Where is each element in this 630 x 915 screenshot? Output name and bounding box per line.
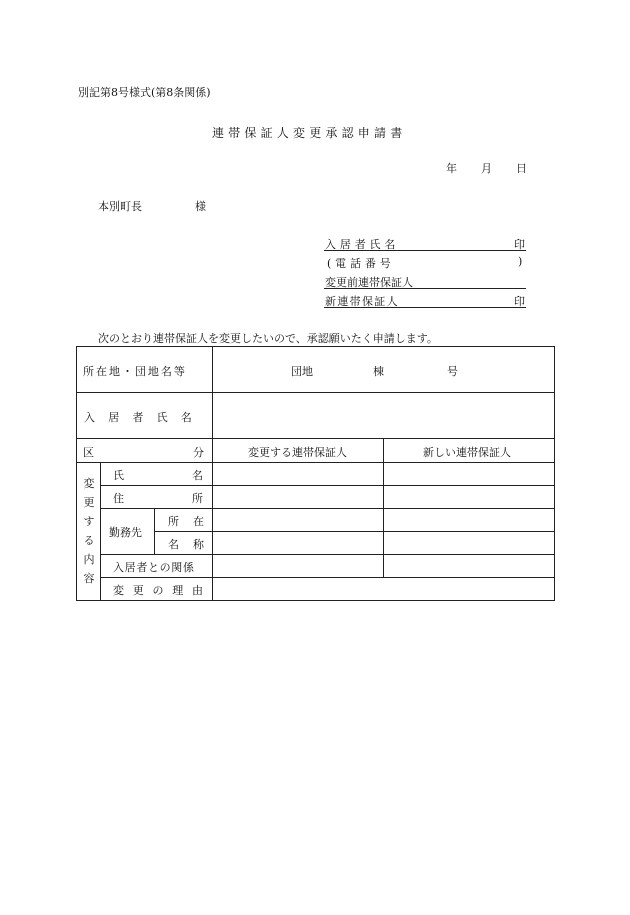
- vline-section: [100, 462, 101, 600]
- form-number: 別記第8号様式(第8条関係): [78, 86, 211, 99]
- addressee-name: 本別町長: [98, 200, 142, 213]
- workplace-location-label: [168, 513, 204, 529]
- prev-guarantor-line: [324, 288, 526, 289]
- reason-label-char: 変: [113, 584, 124, 597]
- hline-5: [100, 508, 554, 509]
- reason-label-char: 更: [132, 584, 144, 597]
- workplace-name-char: 名: [168, 538, 179, 551]
- name-label-char: 名: [192, 469, 203, 482]
- new-seal-mark: 印: [514, 295, 525, 308]
- change-content-char: 内: [83, 553, 95, 566]
- hline-6: [154, 531, 554, 532]
- workplace-name-char: 称: [193, 538, 204, 551]
- change-content-label: [82, 474, 96, 588]
- intro-text: 次のとおり連帯保証人を変更したいので、承認願いたく申請します。: [98, 332, 438, 345]
- addressee-honorific: 様: [195, 200, 206, 213]
- phone-close: ): [518, 255, 523, 268]
- application-table: [76, 346, 555, 601]
- column-change-header: 変更する連帯保証人: [248, 446, 347, 459]
- change-content-char: す: [83, 515, 95, 528]
- vline-workplace: [154, 508, 155, 554]
- location-label: 所在地・団地名等: [83, 365, 187, 378]
- new-name-cell[interactable]: [384, 463, 554, 485]
- date-day: 日: [516, 162, 527, 175]
- vline-columns: [383, 438, 384, 577]
- reason-label-char: 理: [172, 584, 184, 597]
- prev-guarantor-label: 変更前連帯保証人: [325, 276, 413, 289]
- workplace-name-label: [168, 536, 204, 552]
- address-row-label: [113, 490, 203, 506]
- resident-name-cell[interactable]: [213, 393, 554, 438]
- name-label-char: 氏: [113, 469, 124, 482]
- column-new-header: 新しい連帯保証人: [423, 446, 511, 459]
- change-content-char: 更: [83, 496, 95, 509]
- kubun-label: 区: [83, 446, 94, 459]
- name-row-label: [113, 467, 203, 483]
- change-content-char: 変: [83, 477, 95, 490]
- gou-label: 号: [447, 365, 458, 378]
- new-guarantor-label: 新連帯保証人: [325, 295, 399, 308]
- change-name-cell[interactable]: [213, 463, 383, 485]
- document-title: 連帯保証人変更承認申請書: [212, 126, 407, 140]
- date-month: 月: [481, 162, 492, 175]
- reason-label: [113, 582, 203, 598]
- seal-mark: 印: [514, 238, 525, 251]
- phone-label: (電話番号: [327, 257, 395, 270]
- danchi-label: 団地: [291, 365, 313, 378]
- address-label-char: 住: [113, 492, 124, 505]
- workplace-location-char: 所: [168, 515, 179, 528]
- hline-4: [100, 485, 554, 486]
- address-label-char: 所: [192, 492, 203, 505]
- reason-label-char: の: [152, 584, 164, 597]
- relation-label: 入居者との関係: [113, 561, 195, 574]
- bun-label: 分: [193, 446, 204, 459]
- change-content-char: る: [83, 534, 95, 547]
- hline-2: [77, 438, 554, 439]
- workplace-label: 勤務先: [109, 526, 142, 539]
- change-content-char: 容: [83, 572, 95, 585]
- hline-7: [100, 554, 554, 555]
- new-guarantor-line: [324, 307, 526, 308]
- resident-label: 入居者氏名: [84, 411, 205, 424]
- reason-cell[interactable]: [213, 578, 554, 600]
- date-year: 年: [446, 162, 457, 175]
- resident-name-label: 入居者氏名: [325, 238, 400, 251]
- workplace-location-char: 在: [193, 515, 204, 528]
- reason-label-char: 由: [192, 584, 203, 597]
- resident-name-line: [324, 250, 526, 251]
- tou-label: 棟: [373, 365, 384, 378]
